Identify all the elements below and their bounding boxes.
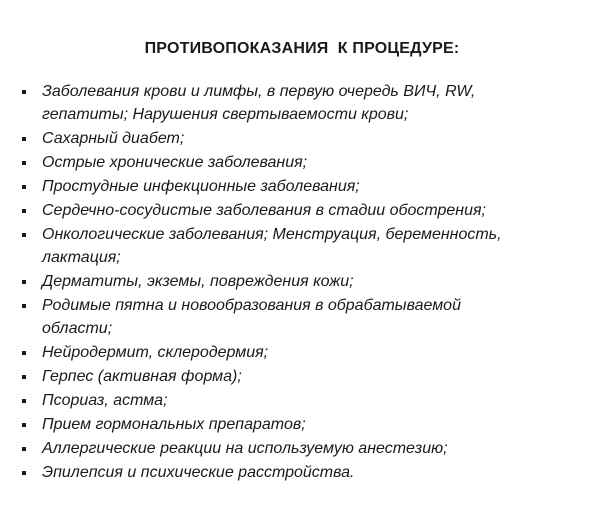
list-item — [18, 341, 588, 364]
list-item-text: Дерматиты, экземы, повреждения кожи; — [42, 273, 354, 290]
list-item-text: Простудные инфекционные заболевания; — [42, 178, 360, 195]
bullet-icon — [22, 471, 26, 475]
list-item-text: Прием гормональных препаратов; — [42, 416, 306, 433]
bullet-icon — [22, 447, 26, 451]
list-item-text: Аллергические реакции на используемую анестезию; — [42, 440, 448, 457]
page-title: ПРОТИВОПОКАЗАНИЯ К ПРОЦЕДУРЕ: — [144, 40, 460, 57]
list-item-text: Онкологические заболевания; Менструация, беременность, — [42, 226, 502, 243]
bullet-icon — [22, 351, 26, 355]
bullet-icon — [22, 233, 26, 237]
bullet-icon — [22, 137, 26, 141]
list-item — [18, 389, 588, 412]
bullet-icon — [22, 185, 26, 189]
list-item — [18, 199, 588, 222]
list-item-text: Заболевания крови и лимфы, в первую очередь ВИЧ, RW, — [42, 83, 476, 100]
list-item-text: Острые хронические заболевания; — [42, 154, 308, 171]
list-item — [18, 294, 588, 340]
list-item — [18, 270, 588, 293]
list-item — [18, 461, 588, 484]
bullet-icon — [22, 304, 26, 308]
list-item-text: Герпес (активная форма); — [42, 368, 242, 385]
bullet-icon — [22, 209, 26, 213]
list-item — [18, 151, 588, 174]
list-item-text: Родимые пятна и новообразования в обрабатываемой — [42, 297, 461, 314]
contraindications-list — [18, 80, 588, 485]
list-item — [18, 175, 588, 198]
bullet-icon — [22, 161, 26, 165]
bullet-icon — [22, 375, 26, 379]
list-item — [18, 365, 588, 388]
list-item-text: Эпилепсия и психические расстройства. — [42, 464, 355, 481]
list-item-text: гепатиты; Нарушения свертываемости крови; — [42, 106, 409, 123]
list-item-text: лактация; — [42, 249, 121, 266]
list-item — [18, 223, 588, 269]
list-item-text: Псориаз, астма; — [42, 392, 168, 409]
list-item-text: области; — [42, 320, 113, 337]
list-item-text: Нейродермит, склеродермия; — [42, 344, 269, 361]
list-item — [18, 437, 588, 460]
list-item — [18, 413, 588, 436]
list-item — [18, 80, 588, 126]
bullet-icon — [22, 280, 26, 284]
bullet-icon — [22, 90, 26, 94]
list-item — [18, 127, 588, 150]
list-item-text: Сердечно-сосудистые заболевания в стадии обострения; — [42, 202, 486, 219]
bullet-icon — [22, 423, 26, 427]
list-item-text: Сахарный диабет; — [42, 130, 185, 147]
bullet-icon — [22, 399, 26, 403]
